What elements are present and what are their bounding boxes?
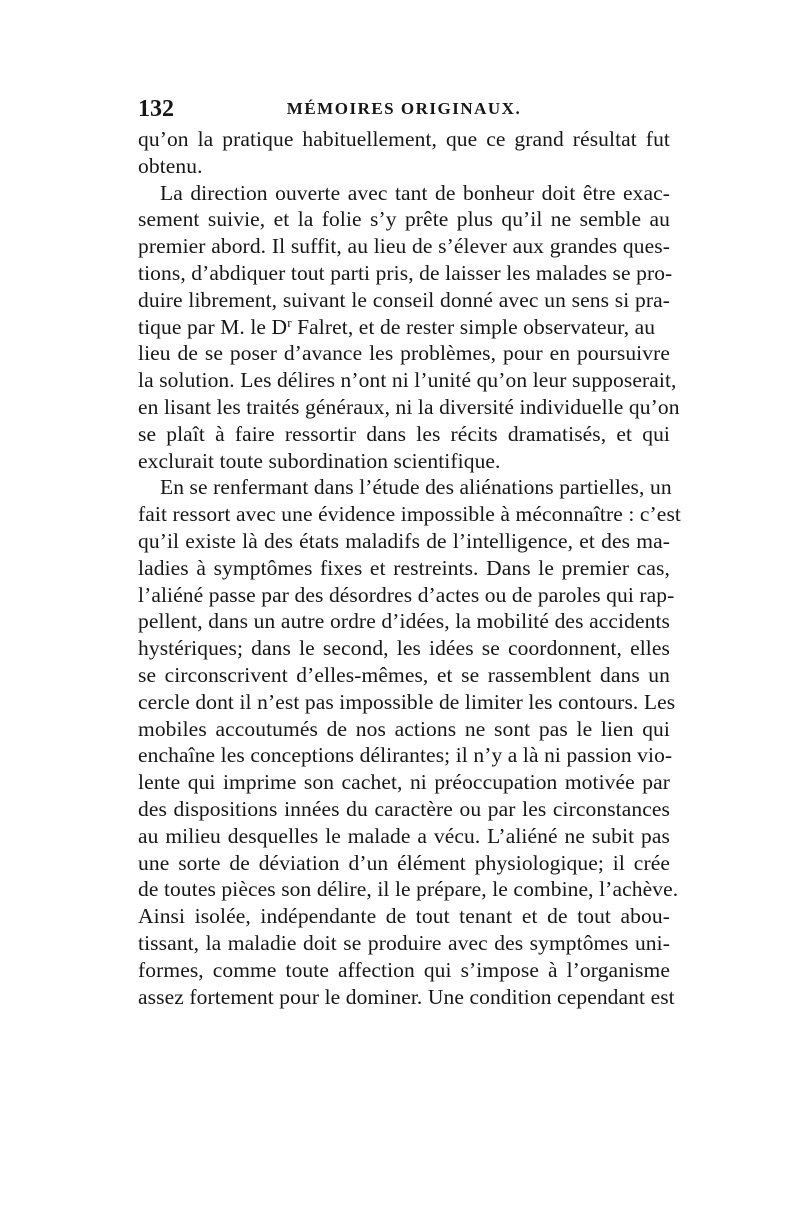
text-line: une sorte de déviation d’un élément physiologique; il crée	[138, 850, 670, 875]
text-line: la solution. Les délires n’ont ni l’unité qu’on leur supposerait,	[138, 368, 677, 393]
text-line: qu’on la pratique habituellement, que ce grand résultat fut	[138, 127, 670, 151]
text-line: duire librement, suivant le conseil donné avec un sens si pra-	[138, 287, 670, 312]
text-line: tions, d’abdiquer tout parti pris, de laisser les malades se pro-	[138, 260, 673, 285]
page-number: 132	[138, 96, 174, 122]
text-line: de toutes pièces son délire, il le prépare, le combine, l’achève.	[138, 877, 679, 902]
text-line: en lisant les traités généraux, ni la diversité individuelle qu’on	[138, 394, 680, 419]
text-line: ladies à symptômes fixes et restreints. Dans le premier cas,	[138, 555, 670, 580]
text-line: formes, comme toute affection qui s’impose à l’organisme	[138, 957, 670, 982]
text-line: se circonscrivent d’elles-mêmes, et se rassemblent dans un	[138, 662, 670, 687]
text-line: sement suivie, et la folie s’y prête plus qu’il ne semble au	[138, 207, 670, 232]
text-line	[138, 314, 670, 341]
text-line: qu’il existe là des états maladifs de l’intelligence, et des ma-	[138, 528, 670, 553]
text-line: obtenu.	[138, 153, 203, 178]
text-line: enchaîne les conceptions délirantes; il n’y a là ni passion vio-	[138, 743, 673, 768]
text-line: pellent, dans un autre ordre d’idées, la mobilité des accidents	[138, 609, 670, 634]
text-line: premier abord. Il suffit, au lieu de s’élever aux grandes ques-	[138, 234, 670, 259]
text-line: des dispositions innées du caractère ou par les circonstances	[138, 796, 670, 821]
text-line: La direction ouverte avec tant de bonheur doit être exac-	[160, 180, 670, 205]
text-line: cercle dont il n’est pas impossible de limiter les contours. Les	[138, 689, 676, 714]
text-line: tissant, la maladie doit se produire avec des symptômes uni-	[138, 930, 670, 955]
text-line: En se renfermant dans l’étude des aliénations partielles, un	[160, 475, 672, 500]
running-head	[138, 92, 670, 126]
text-line: hystériques; dans le second, les idées se coordonnent, elles	[138, 636, 670, 661]
text-line: au milieu desquelles le malade a vécu. L’aliéné ne subit pas	[138, 823, 670, 848]
text-line: lieu de se poser d’avance les problèmes, pour en poursuivre	[138, 341, 670, 366]
text-line: assez fortement pour le dominer. Une condition cependant est	[138, 984, 675, 1009]
book-page	[138, 92, 681, 1010]
text-line: lente qui imprime son cachet, ni préoccupation motivée par	[138, 770, 670, 795]
text-fragment: tique par M. le D	[138, 314, 288, 339]
text-line: fait ressort avec une évidence impossible à méconnaître : c’est	[138, 502, 681, 527]
text-line: Ainsi isolée, indépendante de tout tenant et de tout abou-	[138, 904, 670, 929]
text-line: se plaît à faire ressortir dans les récits dramatisés, et qui	[138, 421, 670, 446]
superscript: r	[287, 314, 292, 330]
text-line: mobiles accoutumés de nos actions ne sont pas le lien qui	[138, 716, 670, 741]
text-line: exclurait toute subordination scientifique.	[138, 448, 501, 473]
body-text	[138, 126, 681, 1010]
text-line: l’aliéné passe par des désordres d’actes ou de paroles qui rap-	[138, 582, 675, 607]
running-title: MÉMOIRES ORIGINAUX.	[286, 99, 522, 118]
text-fragment: Falret, et de rester simple observateur, au	[291, 314, 656, 339]
